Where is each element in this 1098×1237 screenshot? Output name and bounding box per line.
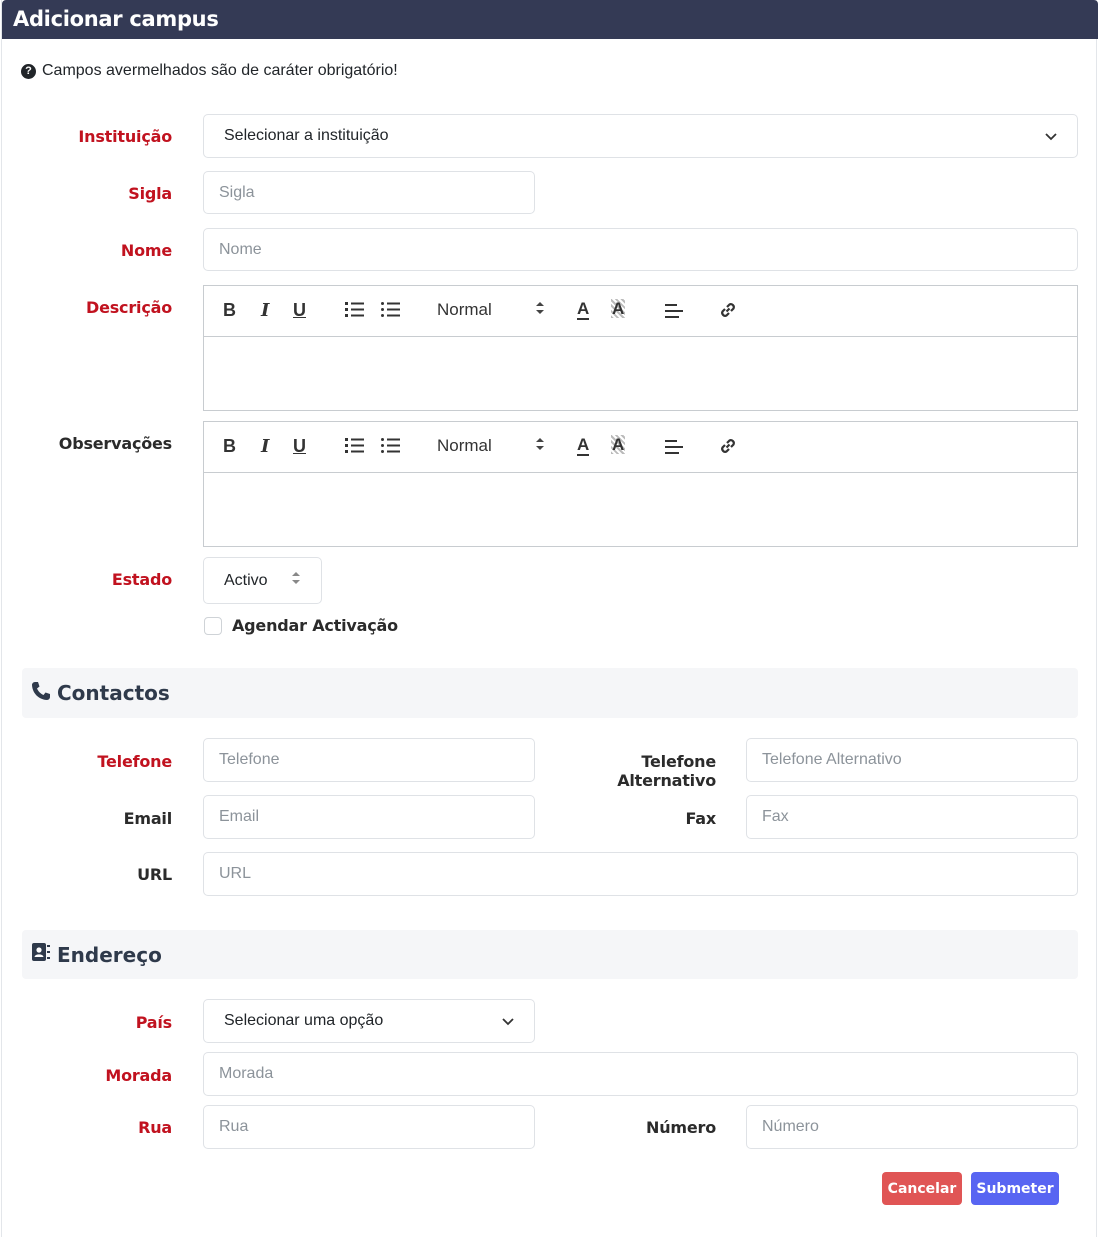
link-icon[interactable]	[719, 301, 737, 324]
nome-label: Nome	[120, 241, 172, 260]
ordered-list-icon[interactable]	[345, 301, 365, 324]
underline-button[interactable]: U	[293, 436, 306, 456]
bold-button[interactable]: B	[223, 300, 236, 320]
nome-input[interactable]: Nome	[203, 228, 1078, 271]
cancel-button[interactable]: Cancelar	[882, 1172, 962, 1205]
descricao-editor	[203, 285, 1078, 411]
chevron-down-icon	[1045, 128, 1057, 144]
sort-updown-icon	[535, 436, 545, 457]
contactos-title: Contactos	[57, 681, 170, 705]
sigla-input[interactable]: Sigla	[203, 171, 535, 214]
bullet-list-icon[interactable]	[381, 301, 401, 324]
instituicao-select[interactable]	[203, 114, 1078, 158]
telefone-input[interactable]: Telefone	[203, 738, 535, 782]
endereco-section-header	[22, 930, 1078, 979]
pais-label: País	[135, 1013, 172, 1032]
font-size-value: Normal	[437, 300, 492, 319]
submit-button[interactable]: Submeter	[971, 1172, 1059, 1205]
instituicao-label: Instituição	[78, 127, 172, 146]
fax-input[interactable]: Fax	[746, 795, 1078, 839]
link-icon[interactable]	[719, 437, 737, 460]
url-label: URL	[137, 865, 172, 884]
rua-input[interactable]: Rua	[203, 1105, 535, 1149]
instituicao-select-value: Selecionar a instituição	[224, 127, 389, 144]
bold-button[interactable]: B	[223, 436, 236, 456]
morada-label: Morada	[105, 1066, 172, 1085]
url-input[interactable]: URL	[203, 852, 1078, 896]
underline-button[interactable]: U	[293, 300, 306, 320]
pais-select-value: Selecionar uma opção	[224, 1012, 384, 1029]
sort-updown-icon	[535, 300, 545, 321]
italic-button[interactable]: I	[261, 436, 270, 457]
add-campus-card	[1, 0, 1097, 1237]
telefone-alternativo-label: Telefone Alternativo	[617, 752, 716, 790]
email-input[interactable]: Email	[203, 795, 535, 839]
agendar-checkbox[interactable]	[204, 617, 222, 635]
font-size-picker[interactable]	[437, 436, 545, 457]
contactos-section-header	[22, 668, 1078, 718]
numero-input[interactable]: Número	[746, 1105, 1078, 1149]
endereco-title: Endereço	[57, 942, 162, 967]
descricao-label: Descrição	[86, 298, 172, 317]
agendar-label: Agendar Activação	[232, 616, 398, 635]
fax-label: Fax	[685, 809, 716, 828]
address-book-icon	[31, 942, 51, 967]
sigla-label: Sigla	[128, 184, 172, 203]
observacoes-editor	[203, 421, 1078, 547]
telefone-alternativo-input[interactable]: Telefone Alternativo	[746, 738, 1078, 782]
sort-updown-icon	[291, 571, 301, 590]
background-color-icon[interactable]: A	[612, 299, 625, 318]
italic-button[interactable]: I	[261, 300, 270, 321]
editor-toolbar	[204, 286, 1077, 337]
bullet-list-icon[interactable]	[381, 437, 401, 460]
font-size-value: Normal	[437, 436, 492, 455]
rua-label: Rua	[138, 1118, 172, 1137]
align-left-icon[interactable]	[665, 303, 683, 324]
estado-select[interactable]	[203, 557, 322, 604]
required-notice-text: Campos avermelhados são de caráter obrigatório!	[42, 62, 398, 79]
question-circle-icon: ?	[21, 64, 36, 79]
estado-label: Estado	[111, 570, 172, 589]
text-color-icon[interactable]: A	[577, 435, 590, 454]
font-size-picker[interactable]	[437, 300, 545, 321]
page-title: Adicionar campus	[13, 7, 219, 31]
observacoes-label: Observações	[58, 434, 172, 453]
background-color-icon[interactable]: A	[612, 435, 625, 454]
ordered-list-icon[interactable]	[345, 437, 365, 460]
email-label: Email	[123, 809, 172, 828]
chevron-down-icon	[502, 1013, 514, 1029]
telefone-label: Telefone	[97, 752, 172, 771]
text-color-icon[interactable]: A	[577, 299, 590, 318]
required-notice	[21, 62, 398, 80]
pais-select[interactable]	[203, 999, 535, 1043]
card-header	[2, 0, 1098, 39]
morada-input[interactable]: Morada	[203, 1052, 1078, 1096]
phone-icon	[31, 681, 51, 706]
align-left-icon[interactable]	[665, 439, 683, 460]
estado-select-value: Activo	[224, 571, 268, 589]
numero-label: Número	[646, 1118, 716, 1137]
editor-toolbar	[204, 422, 1077, 473]
